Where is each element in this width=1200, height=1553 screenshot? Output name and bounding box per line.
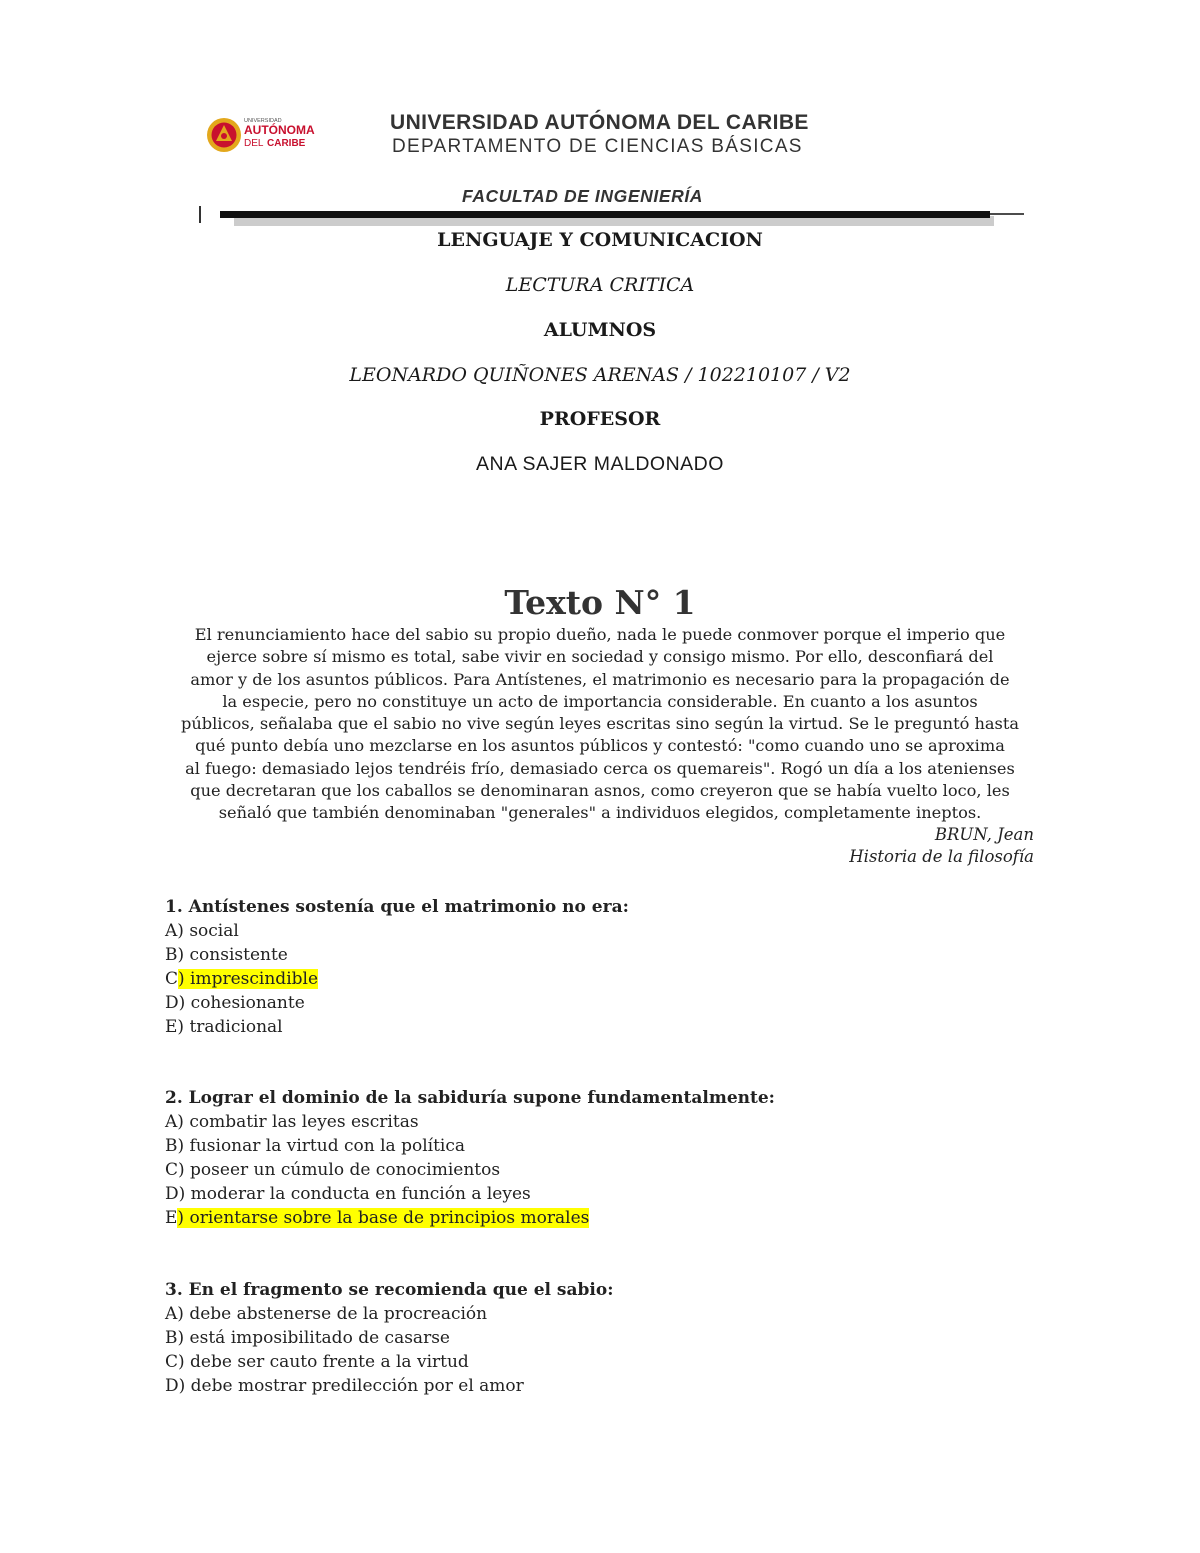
answer-option — [165, 1015, 629, 1039]
answer-option — [165, 1302, 613, 1326]
course-title: LENGUAJE Y COMUNICACION — [437, 229, 763, 251]
passage-line: al fuego: demasiado lejos tendréis frío, demasiado cerca os quemareis". Rogó un día a los atenienses — [185, 758, 1015, 778]
text-title: Texto N° 1 — [504, 583, 696, 622]
passage-line: amor y de los asuntos públicos. Para Antístenes, el matrimonio es necesario para la propagación de — [190, 669, 1010, 689]
passage-line: qué punto debía uno mezclarse en los asuntos públicos y contestó: "como cuando uno se aproxima — [195, 736, 1005, 756]
answer-option — [165, 1158, 775, 1182]
option-letter: B — [165, 945, 178, 965]
question-2-text: 2. Lograr el dominio de la sabiduría supone fundamentalmente: — [165, 1088, 775, 1108]
option-letter: A — [165, 921, 178, 941]
passage-line: El renunciamiento hace del sabio su propio dueño, nada le puede conmover porque el imperio que — [194, 625, 1006, 644]
student-name: LEONARDO QUIÑONES ARENAS / 102210107 / V2 — [349, 364, 851, 386]
passage-line: señaló que también denominaban "generales" a individuos elegidos, completamente ineptos. — [218, 803, 982, 823]
answer-option — [165, 1182, 775, 1206]
answer-option — [165, 1350, 613, 1374]
option-letter: C — [165, 1352, 179, 1372]
option-letter: B — [165, 1328, 178, 1348]
option-text: ) debe abstenerse de la procreación — [177, 1304, 488, 1324]
passage-line: ejerce sobre sí mismo es total, sabe vivir en sociedad y consigo mismo. Por ello, desconfiará del — [206, 647, 994, 667]
university-name: UNIVERSIDAD AUTÓNOMA DEL CARIBE — [390, 111, 809, 134]
option-text: ) fusionar la virtud con la política — [177, 1136, 465, 1156]
logo-text-1: UNIVERSIDAD — [244, 118, 282, 124]
option-text: ) poseer un cúmulo de conocimientos — [178, 1160, 501, 1180]
logo-text-2: AUTÓNOMA — [244, 123, 315, 137]
highlighted-answer: ) orientarse sobre la base de principios morales — [177, 1208, 590, 1228]
question-3 — [165, 1278, 613, 1398]
option-letter: E — [165, 1208, 178, 1228]
course-subtitle: LECTURA CRITICA — [505, 274, 695, 296]
faculty-name: FACULTAD DE INGENIERÍA — [462, 186, 704, 206]
question-1 — [165, 895, 629, 1039]
option-text: ) combatir las leyes escritas — [177, 1112, 419, 1132]
answer-option — [165, 943, 629, 967]
option-text: ) tradicional — [177, 1017, 283, 1037]
header-divider — [198, 203, 1028, 229]
university-logo — [204, 112, 322, 158]
logo-text-3: DEL — [244, 138, 264, 149]
passage-line: la especie, pero no constituye un acto de importancia considerable. En cuanto a los asuntos — [222, 691, 978, 711]
answer-option-selected — [165, 1206, 775, 1230]
option-text: ) cohesionante — [178, 993, 305, 1013]
option-letter: E — [165, 1017, 178, 1037]
question-3-text: 3. En el fragmento se recomienda que el sabio: — [165, 1280, 614, 1300]
answer-option — [165, 991, 629, 1015]
logo-text-4: CARIBE — [267, 138, 306, 149]
option-text: ) consistente — [177, 945, 288, 965]
option-letter: A — [165, 1112, 178, 1132]
answer-option — [165, 1326, 613, 1350]
reading-passage — [160, 624, 1040, 825]
source-author: BRUN, Jean — [934, 825, 1034, 844]
option-letter: C — [165, 969, 179, 989]
answer-option-selected — [165, 967, 629, 991]
question-2 — [165, 1086, 775, 1230]
option-letter: C — [165, 1160, 179, 1180]
department-name: DEPARTAMENTO DE CIENCIAS BÁSICAS — [392, 136, 803, 157]
passage-line: públicos, señalaba que el sabio no vive según leyes escritas sino según la virtud. Se le preguntó hasta — [180, 714, 1020, 734]
highlighted-answer: ) imprescindible — [178, 969, 319, 989]
teacher-label: PROFESOR — [539, 408, 661, 430]
teacher-name: ANA SAJER MALDONADO — [476, 453, 724, 475]
source-book: Historia de la filosofía — [849, 847, 1034, 866]
option-text: ) debe mostrar predilección por el amor — [178, 1376, 524, 1396]
answer-option — [165, 1110, 775, 1134]
option-letter: D — [165, 1376, 179, 1396]
answer-option — [165, 919, 629, 943]
option-letter: A — [165, 1304, 178, 1324]
option-text: ) está imposibilitado de casarse — [177, 1328, 450, 1348]
option-text: ) moderar la conducta en función a leyes — [178, 1184, 531, 1204]
passage-line: que decretaran que los caballos se denominaran asnos, como creyeron que se había vuelto loco, les — [190, 781, 1010, 801]
option-letter: D — [165, 1184, 179, 1204]
option-letter: B — [165, 1136, 178, 1156]
option-text: ) debe ser cauto frente a la virtud — [178, 1352, 469, 1372]
option-text: ) social — [177, 921, 239, 941]
option-letter: D — [165, 993, 179, 1013]
question-1-text: 1. Antístenes sostenía que el matrimonio no era: — [165, 897, 629, 917]
students-label: ALUMNOS — [543, 319, 657, 341]
answer-option — [165, 1134, 775, 1158]
answer-option — [165, 1374, 613, 1398]
